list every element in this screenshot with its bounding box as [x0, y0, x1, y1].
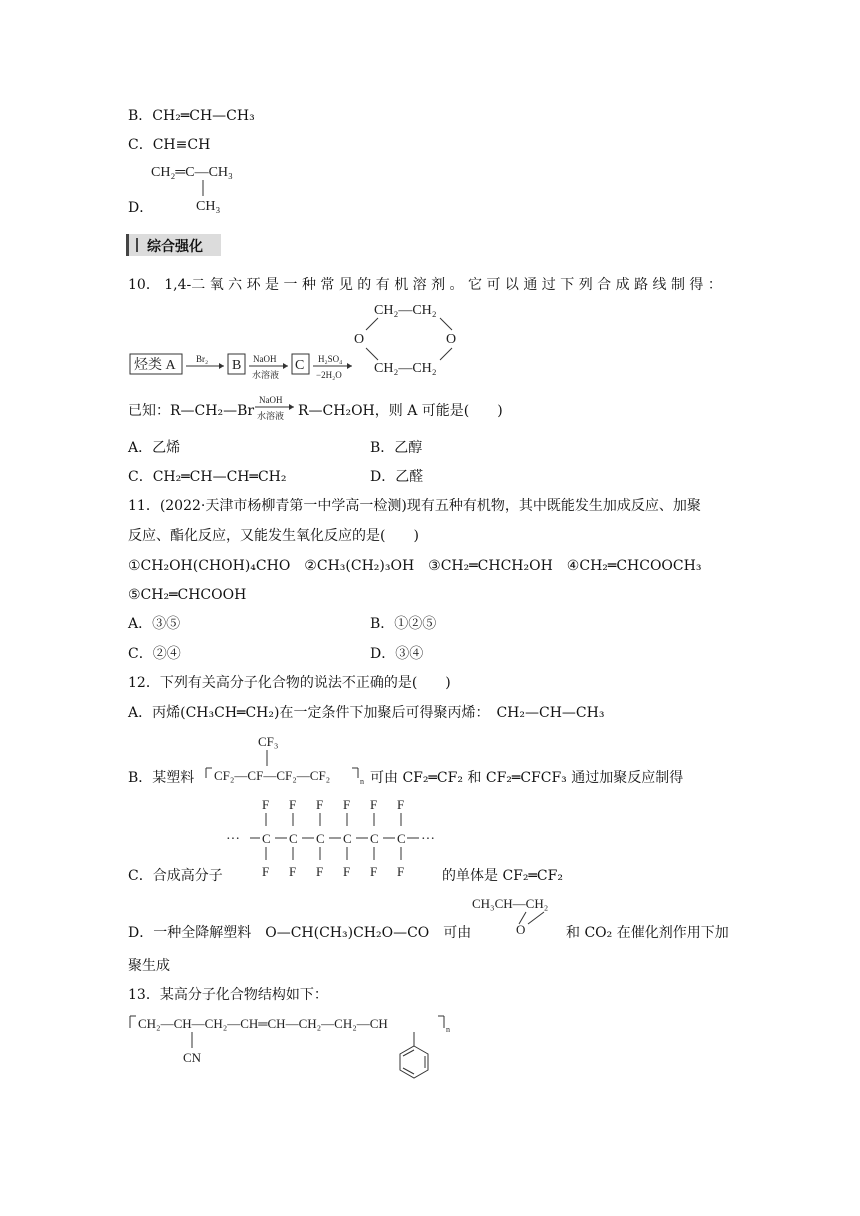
q12-option-b-polymer — [198, 732, 368, 790]
q10-option-b: B．乙醇 — [370, 440, 423, 456]
q11-items-line1: ①CH₂OH(CHOH)₄CHO ②CH₃(CH₂)₃OH ③CH₂═CHCH₂OH ④CH₂═CHCOOCH₃ — [128, 558, 702, 574]
q12-option-d-prefix: D．一种全降解塑料 O—CH(CH₃)CH₂O—CO 可由 — [128, 925, 472, 941]
q13-n: n — [446, 1025, 450, 1034]
q12-option-d-suffix: 和 CO₂ 在催化剂作用下加 — [566, 925, 729, 941]
carbon-atom: C — [316, 831, 325, 846]
q11-option-c: C．②④ — [128, 646, 181, 662]
q9-option-d-label: D． — [128, 200, 154, 216]
q11-items-line2: ⑤CH₂═CHCOOH — [128, 587, 247, 603]
reagent-1: Br₂ — [196, 354, 209, 364]
route-c: C — [295, 358, 305, 373]
reagent-3-cond: −2H₂O — [316, 370, 342, 380]
q12-option-c-suffix: 的单体是 CF₂═CF₂ — [442, 868, 563, 884]
chain-dots-right: ··· — [421, 832, 435, 847]
route-start: 烃类 A — [134, 358, 176, 373]
fluorine-bottom: F — [370, 864, 378, 879]
q10-option-d: D．乙醛 — [370, 469, 424, 485]
ring-top: CH₂—CH₂ — [374, 303, 437, 318]
ring-o-right: O — [446, 332, 457, 347]
carbon-atom: C — [289, 831, 298, 846]
ring-bottom: CH₂—CH₂ — [374, 361, 437, 376]
benzene-ring-icon — [400, 1046, 428, 1078]
q10-known-prefix: 已知：R—CH₂—Br — [128, 403, 255, 419]
ring-o-left: O — [354, 332, 365, 347]
q13-stem: 13．某高分子化合物结构如下： — [128, 987, 328, 1003]
q11-option-a: A．③⑤ — [128, 616, 181, 632]
q12-option-d-line2: 聚生成 — [128, 958, 170, 974]
reagent-2-cond: 水溶液 — [252, 370, 280, 380]
q12-option-c-polymer — [226, 796, 446, 882]
q12-option-b-suffix: 可由 CF₂═CF₂ 和 CF₂═CFCF₃ 通过加聚反应制得 — [370, 770, 684, 786]
q11-option-b: B．①②⑤ — [370, 616, 437, 632]
carbon-atom: C — [370, 831, 379, 846]
q11-option-d: D．③④ — [370, 646, 424, 662]
q13-polymer-structure — [122, 1008, 462, 1096]
q9-d-main-chain: CH₂═C—CH₃ — [151, 165, 233, 180]
q9-option-c: C．CH≡CH — [128, 137, 211, 153]
fluorine-top: F — [397, 797, 405, 812]
q9-d-branch: CH₃ — [196, 199, 221, 214]
q10-stem: 10． 1,4-二 氧 六 环 是 一 种 常 见 的 有 机 溶 剂 。 它 可 以 通 过 下 列 合 成 路 线 制 得 ： — [128, 277, 722, 293]
q10-dioxane-ring — [352, 298, 472, 378]
q10-option-a: A．乙烯 — [128, 440, 181, 456]
fluorine-bottom: F — [262, 864, 270, 879]
q11-stem-line1: 11．(2022·天津市杨柳青第一中学高一检测)现有五种有机物，其中既能发生加成反应、加聚 — [128, 498, 701, 514]
fluorine-top: F — [289, 797, 297, 812]
known-reagent: NaOH — [259, 395, 283, 405]
q10-known-arrow — [254, 394, 298, 426]
q9-option-b: B．CH₂═CH—CH₃ — [128, 108, 255, 124]
q12-option-b-prefix: B．某塑料 — [128, 770, 195, 786]
reagent-2: NaOH — [253, 354, 277, 364]
q9-option-d-structure — [148, 158, 268, 218]
b-n: n — [360, 777, 364, 786]
carbon-atom: C — [343, 831, 352, 846]
route-b: B — [232, 358, 242, 373]
fluorine-bottom: F — [397, 864, 405, 879]
fluorine-top: F — [370, 797, 378, 812]
q13-cn-branch: CN — [183, 1050, 202, 1065]
section-title: 综合强化 — [147, 239, 203, 255]
section-marker-icon — [136, 238, 138, 252]
b-branch: CF₃ — [258, 734, 279, 749]
chain-dots-left: ··· — [226, 832, 240, 847]
q13-chain: CH₂—CH—CH₂—CH═CH—CH₂—CH₂—CH — [138, 1016, 388, 1031]
q10-known-suffix: R—CH₂OH，则 A 可能是( ) — [298, 403, 503, 419]
q10-option-c: C．CH₂═CH—CH═CH₂ — [128, 469, 287, 485]
fluorine-bottom: F — [343, 864, 351, 879]
q12-option-d-epoxide — [468, 892, 568, 938]
q11-stem-line2: 反应、酯化反应，又能发生氧化反应的是( ) — [128, 528, 419, 544]
q12-option-a: A．丙烯(CH₃CH═CH₂)在一定条件下加聚后可得聚丙烯： CH₂—CH—CH₃ — [128, 705, 605, 721]
known-cond: 水溶液 — [257, 411, 285, 421]
q12-option-c-prefix: C．合成高分子 — [128, 868, 223, 884]
carbon-atom: C — [262, 831, 271, 846]
epoxide-o: O — [516, 922, 526, 937]
reagent-3: H₂SO₄ — [318, 354, 343, 364]
q12-stem: 12．下列有关高分子化合物的说法不正确的是( ) — [128, 675, 451, 691]
q10-synthesis-route — [128, 350, 368, 390]
fluorine-bottom: F — [316, 864, 324, 879]
fluorine-top: F — [262, 797, 270, 812]
carbon-atom: C — [397, 831, 406, 846]
epoxide-chain: CH₃CH—CH₂ — [472, 896, 549, 911]
fluorine-bottom: F — [289, 864, 297, 879]
fluorine-top: F — [343, 797, 351, 812]
b-chain: CF₂—CF—CF₂—CF₂ — [214, 768, 331, 783]
section-header — [126, 234, 221, 256]
fluorine-top: F — [316, 797, 324, 812]
